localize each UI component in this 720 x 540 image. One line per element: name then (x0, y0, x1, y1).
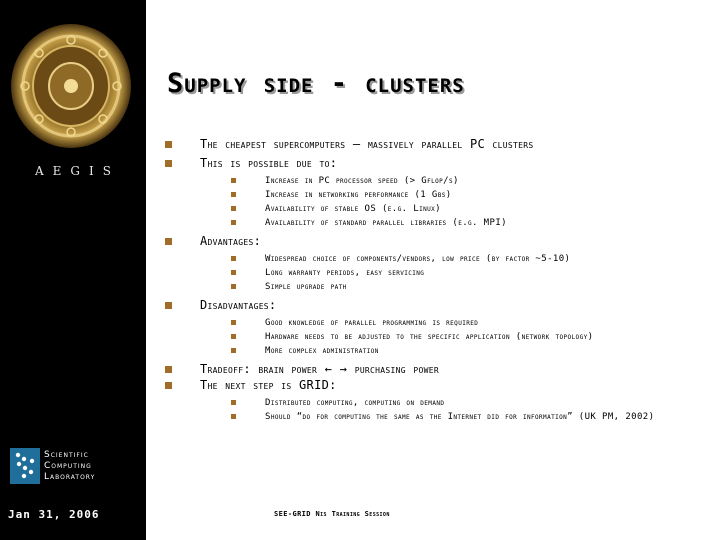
square-bullet-icon (231, 270, 236, 275)
lab-name (44, 450, 95, 483)
square-bullet-icon (231, 414, 236, 419)
sub-bullet-text: Increase in PC processor speed (> Gflop/s) (265, 176, 459, 186)
bullet-text: The cheapest supercomputers – massively parallel PC clusters (200, 137, 534, 151)
aegis-label: AEGIS (35, 164, 120, 178)
bullet-text: This is possible due to: (200, 156, 338, 170)
sub-bullet-item (162, 410, 702, 424)
square-bullet-icon (231, 178, 236, 183)
bullet-item (162, 233, 702, 249)
square-bullet-icon (231, 284, 236, 289)
aegis-seal-icon (9, 22, 133, 150)
bullet-text: The next step is GRID: (200, 378, 337, 392)
square-bullet-icon (165, 238, 172, 245)
sub-bullet-item (162, 188, 702, 202)
slide-title: Supply side - clusters (167, 68, 465, 99)
sub-bullet-text: Availability of stable OS (e.g. Linux) (265, 204, 441, 214)
sub-bullet-item (162, 216, 702, 230)
sub-bullet-item (162, 280, 702, 294)
sub-bullet-text: Distributed computing, computing on demand (265, 398, 445, 408)
sub-bullet-item (162, 316, 702, 330)
bullet-text: Advantages: (200, 234, 262, 248)
square-bullet-icon (231, 320, 236, 325)
sub-bullet-text: Hardware needs to be adjusted to the specific application (network topology) (265, 332, 594, 342)
sub-bullet-text: Simple upgrade path (265, 282, 347, 292)
square-bullet-icon (231, 220, 236, 225)
slide-date: Jan 31, 2006 (8, 508, 100, 521)
bullet-item (162, 155, 702, 171)
sub-bullet-item (162, 396, 702, 410)
lab-logo (10, 446, 132, 486)
sub-bullet-text: Long warranty periods, easy servicing (265, 268, 425, 278)
sub-bullet-text: More complex administration (265, 346, 379, 356)
sub-bullet-text: Increase in networking performance (1 Gbs) (265, 190, 452, 200)
sub-bullet-item (162, 330, 702, 344)
lab-line: Computing (44, 460, 92, 471)
bullet-text: Disadvantages: (200, 298, 277, 312)
bullet-item (162, 377, 702, 393)
sub-bullet-item (162, 202, 702, 216)
sidebar (0, 0, 146, 540)
square-bullet-icon (231, 192, 236, 197)
square-bullet-icon (231, 348, 236, 353)
square-bullet-icon (165, 366, 172, 373)
lab-line: Laboratory (44, 471, 96, 482)
bullet-text: Tradeoff: brain power ← → purchasing power (200, 362, 439, 376)
sub-bullet-item (162, 252, 702, 266)
square-bullet-icon (231, 206, 236, 211)
sub-bullet-text: Availability of standard parallel libraries (e.g. MPI) (265, 218, 507, 228)
bullet-item (162, 136, 702, 152)
square-bullet-icon (165, 302, 172, 309)
sub-bullet-text: Widespread choice of components/vendors, low price (by factor ~5-10) (265, 254, 571, 264)
sub-bullet-text: Should “do for computing the same as the Internet did for information” (UK PM, 2002) (265, 412, 655, 422)
square-bullet-icon (231, 334, 236, 339)
square-bullet-icon (165, 160, 172, 167)
square-bullet-icon (231, 400, 236, 405)
slide-footer: SEE-GRID Nis Training Session (274, 510, 390, 518)
sub-bullet-item (162, 266, 702, 280)
sub-bullet-item (162, 344, 702, 358)
square-bullet-icon (165, 382, 172, 389)
sub-bullet-item (162, 174, 702, 188)
lab-line: Scientific (44, 449, 89, 460)
square-bullet-icon (165, 141, 172, 148)
square-bullet-icon (231, 256, 236, 261)
slide-content (162, 136, 702, 424)
bullet-item (162, 361, 702, 377)
bullet-item (162, 297, 702, 313)
scl-logo-icon (10, 448, 40, 484)
sub-bullet-text: Good knowledge of parallel programming is required (265, 318, 479, 328)
